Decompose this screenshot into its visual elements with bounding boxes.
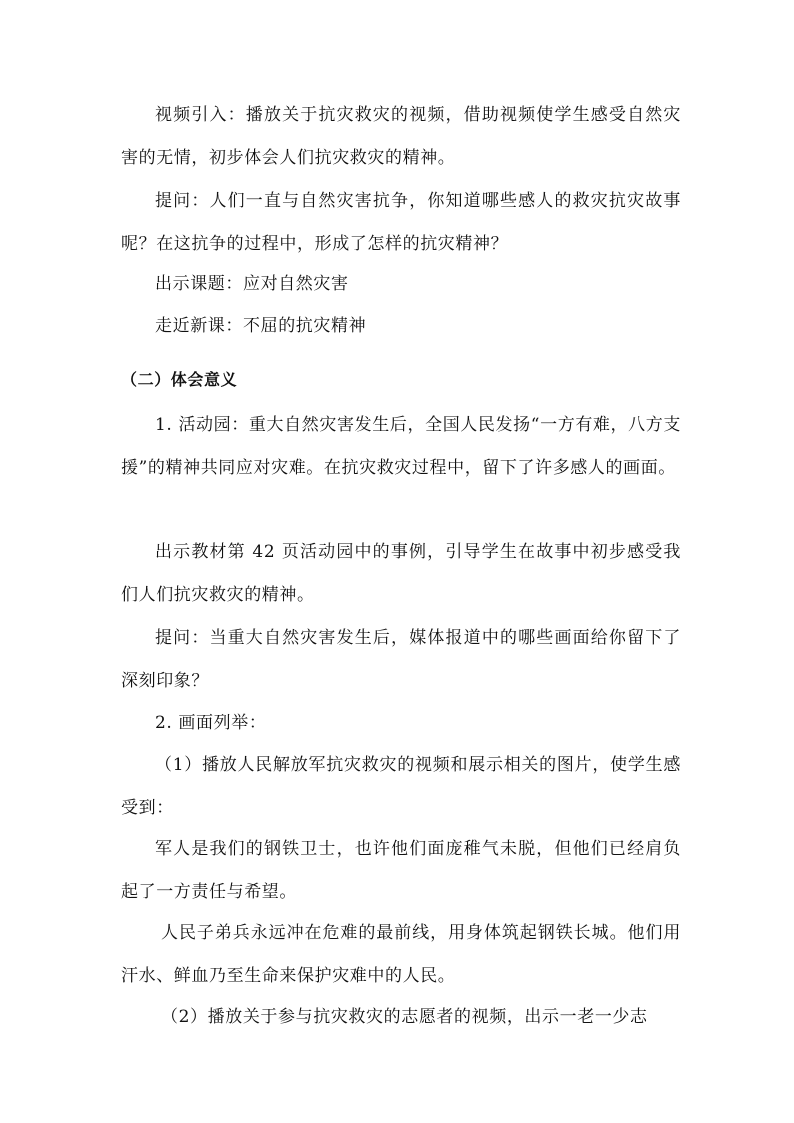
paragraph-question-1: 提问：人们一直与自然灾害抗争，你知道哪些感人的救灾抗灾故事呢？在这抗争的过程中，形成了怎样的抗灾精神？: [121, 191, 681, 254]
paragraph-soldiers: 军人是我们的钢铁卫士，也许他们面庞稚气未脱，但他们已经肩负起了一方责任与希望。: [121, 839, 681, 902]
paragraph-lesson-title: 出示课题：应对自然灾害: [155, 274, 349, 294]
paragraph-item-2: （2）播放关于参与抗灾救灾的志愿者的视频，出示一老一少志: [161, 1007, 648, 1027]
paragraph-video-intro: 视频引入：播放关于抗灾救灾的视频，借助视频使学生感受自然灾害的无情，初步体会人们抗灾救灾的精神。: [121, 105, 681, 168]
section-heading: （二）体会意义: [121, 370, 238, 389]
paragraph-activity: 1. 活动园：重大自然灾害发生后，全国人民发扬“一方有难，八方支援”的精神共同应对灾难。在抗灾救灾过程中，留下了许多感人的画面。: [121, 415, 681, 478]
paragraph-army: 人民子弟兵永远冲在危难的最前线，用身体筑起钢铁长城。他们用汗水、鲜血乃至生命来保护灾难中的人民。: [121, 923, 681, 986]
paragraph-list-title: 2. 画面列举：: [155, 713, 267, 733]
paragraph-item-1: （1）播放人民解放军抗灾救灾的视频和展示相关的图片，使学生感受到：: [121, 755, 681, 818]
paragraph-textbook-example: 出示教材第 42 页活动园中的事例，引导学生在故事中初步感受我们人们抗灾救灾的精神。: [121, 542, 681, 605]
paragraph-question-2: 提问：当重大自然灾害发生后，媒体报道中的哪些画面给你留下了深刻印象？: [121, 628, 681, 691]
paragraph-new-lesson: 走近新课：不屈的抗灾精神: [155, 316, 367, 336]
